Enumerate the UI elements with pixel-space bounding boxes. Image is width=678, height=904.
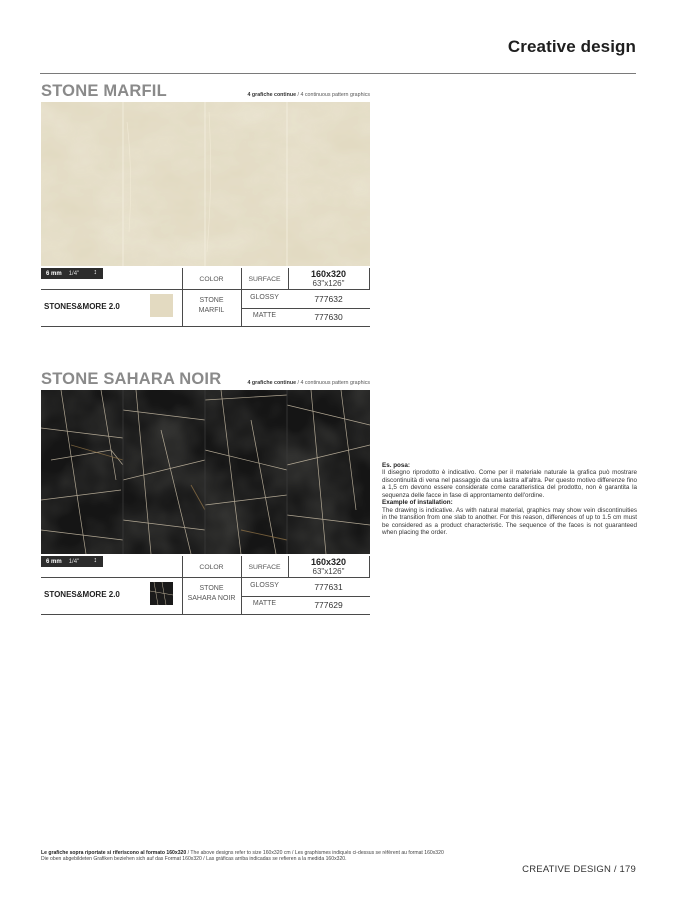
thickness-arrow-icon: ↕ bbox=[93, 557, 97, 564]
product-code-glossy: 777631 bbox=[314, 582, 343, 592]
page-title: Creative design bbox=[507, 37, 636, 56]
notes-heading-en: Example of installation: bbox=[382, 499, 453, 507]
col-color-header: COLOR bbox=[199, 276, 224, 283]
divider bbox=[41, 577, 370, 578]
size-inches: 63"x126" bbox=[312, 279, 345, 288]
divider bbox=[241, 308, 370, 309]
color-name-line2: MARFIL bbox=[198, 307, 225, 314]
divider bbox=[41, 614, 370, 615]
spec-table-sahara-noir bbox=[41, 556, 370, 620]
product-stone-marfil bbox=[41, 82, 370, 332]
color-chip-sahara-noir bbox=[150, 582, 173, 605]
spec-table-marfil bbox=[41, 268, 370, 332]
product-code-matte: 777629 bbox=[314, 600, 343, 610]
size-cm: 160x320 bbox=[310, 269, 347, 279]
pattern-label: 4 grafiche continue / 4 continuous pattern graphics bbox=[247, 92, 370, 98]
product-code-matte: 777630 bbox=[314, 312, 343, 322]
surface-matte: MATTE bbox=[252, 600, 277, 607]
color-name-line1: STONE bbox=[199, 585, 224, 592]
product-stone-sahara-noir bbox=[41, 370, 370, 620]
thickness-arrow-icon: ↕ bbox=[93, 269, 97, 276]
header-divider bbox=[40, 73, 636, 74]
notes-heading-it: Es. posa: bbox=[382, 462, 410, 469]
surface-glossy: GLOSSY bbox=[250, 294, 279, 301]
marble-swatch-sahara-noir bbox=[41, 390, 370, 554]
divider bbox=[41, 289, 370, 290]
thickness-badge: 6 mm 1/4" ↕ bbox=[41, 556, 103, 567]
color-chip-marfil bbox=[150, 294, 173, 317]
divider bbox=[369, 268, 370, 289]
notes-text-it: Il disegno riprodotto è indicativo. Come per il materiale naturale la grafica può mostrare discontinuità di vena nel passaggio da una lastra all'altra. Per questo motivo differenze fino a 1,5 cm devono essere considerate come caratteristica del prodotto, non è garantita la sequenza delle facce in fase di approntamento dell'ordine. bbox=[382, 469, 637, 499]
notes-text-en: The drawing is indicative. As with natural material, graphics may show vein discontinuities in the transition from one slab to another. For this reason, differences of up to 1.5 cm must be considered as a product characteristic. The sequence of the faces is not guaranteed when placing the order. bbox=[382, 506, 637, 537]
col-color-header: COLOR bbox=[199, 564, 224, 571]
thickness-badge: 6 mm 1/4" ↕ bbox=[41, 268, 103, 279]
collection-name: STONES&MORE 2.0 bbox=[44, 302, 120, 311]
footnote: Le grafiche sopra riportate si riferiscono al formato 160x320 / The above designs refer to size 160x320 cm / Les graphismes indiqués ci-dessus se réfèrent au format 160x320 Die oben abgebildeten Grafiken beziehen sich auf das Format 160x320 / Las gráficas arriba indicadas se refieren a la medida 160x320. bbox=[41, 850, 444, 862]
installation-notes bbox=[382, 462, 637, 537]
divider bbox=[241, 596, 370, 597]
col-surface-header: SURFACE bbox=[248, 276, 281, 283]
surface-matte: MATTE bbox=[252, 312, 277, 319]
page-number: CREATIVE DESIGN / 179 bbox=[522, 864, 636, 875]
color-name-line1: STONE bbox=[199, 297, 224, 304]
marble-swatch-marfil bbox=[41, 102, 370, 266]
size-cm: 160x320 bbox=[310, 557, 347, 567]
product-code-glossy: 777632 bbox=[314, 294, 343, 304]
col-surface-header: SURFACE bbox=[248, 564, 281, 571]
pattern-label: 4 grafiche continue / 4 continuous pattern graphics bbox=[247, 380, 370, 386]
divider bbox=[41, 326, 370, 327]
collection-name: STONES&MORE 2.0 bbox=[44, 590, 120, 599]
size-inches: 63"x126" bbox=[312, 567, 345, 576]
surface-glossy: GLOSSY bbox=[250, 582, 279, 589]
divider bbox=[369, 556, 370, 577]
product-title: STONE SAHARA NOIR bbox=[41, 370, 222, 388]
product-title: STONE MARFIL bbox=[41, 82, 167, 100]
color-name-line2: SAHARA NOIR bbox=[187, 595, 236, 602]
